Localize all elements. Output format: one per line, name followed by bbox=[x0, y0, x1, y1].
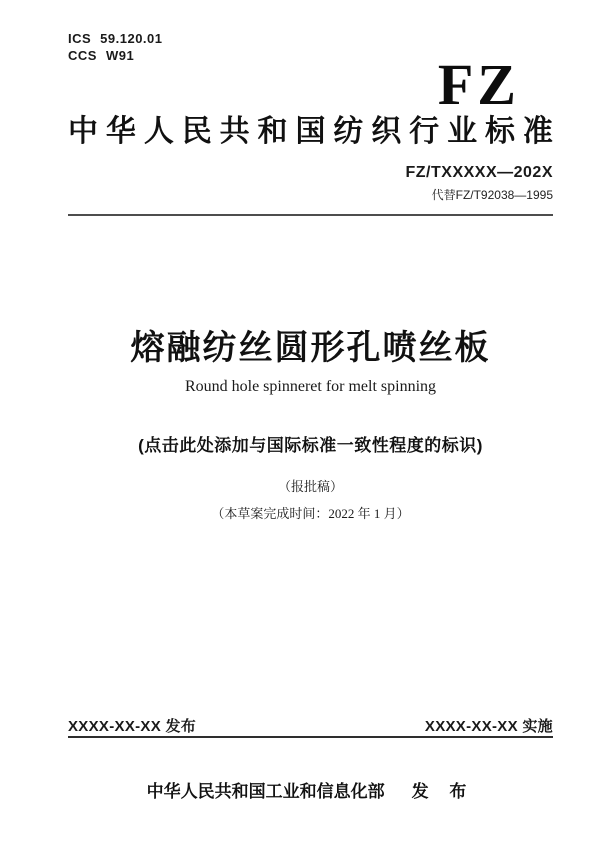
draft-completion-date: （本草案完成时间：2022 年 1 月） bbox=[211, 506, 410, 521]
standard-logo: FZ bbox=[437, 52, 520, 117]
draft-stage: （报批稿） bbox=[277, 479, 343, 494]
document-title-chinese: 熔融纺丝圆形孔喷丝板 bbox=[130, 329, 491, 367]
standard-heading: 中 华 人 民 共 和 国 纺 织 行 业 标 准 bbox=[68, 115, 553, 148]
classification-codes bbox=[68, 30, 163, 64]
issue-date: XXXX-XX-XX 发布 bbox=[68, 718, 197, 735]
ccs-label: CCS bbox=[68, 48, 97, 63]
ics-code-row bbox=[68, 30, 163, 47]
consistency-note: (点击此处添加与国际标准一致性程度的标识) bbox=[138, 436, 483, 455]
header-divider bbox=[68, 214, 553, 216]
ccs-code-row bbox=[68, 47, 163, 64]
standard-number: FZ/TXXXXX—202X bbox=[405, 164, 553, 181]
document-title-english: Round hole spinneret for melt spinning bbox=[184, 378, 437, 395]
publish-label: 发 布 bbox=[411, 782, 475, 801]
ics-label: ICS bbox=[68, 31, 92, 46]
publisher-row bbox=[68, 777, 553, 802]
replaced-standard: 代替FZ/T92038—1995 bbox=[431, 188, 553, 202]
ics-value: 59.120.01 bbox=[100, 31, 163, 46]
footer-divider bbox=[68, 736, 553, 738]
implement-date: XXXX-XX-XX 实施 bbox=[424, 718, 553, 735]
publisher-name: 中华人民共和国工业和信息化部 bbox=[146, 782, 385, 801]
ccs-value: W91 bbox=[105, 48, 135, 63]
date-row bbox=[68, 715, 553, 736]
